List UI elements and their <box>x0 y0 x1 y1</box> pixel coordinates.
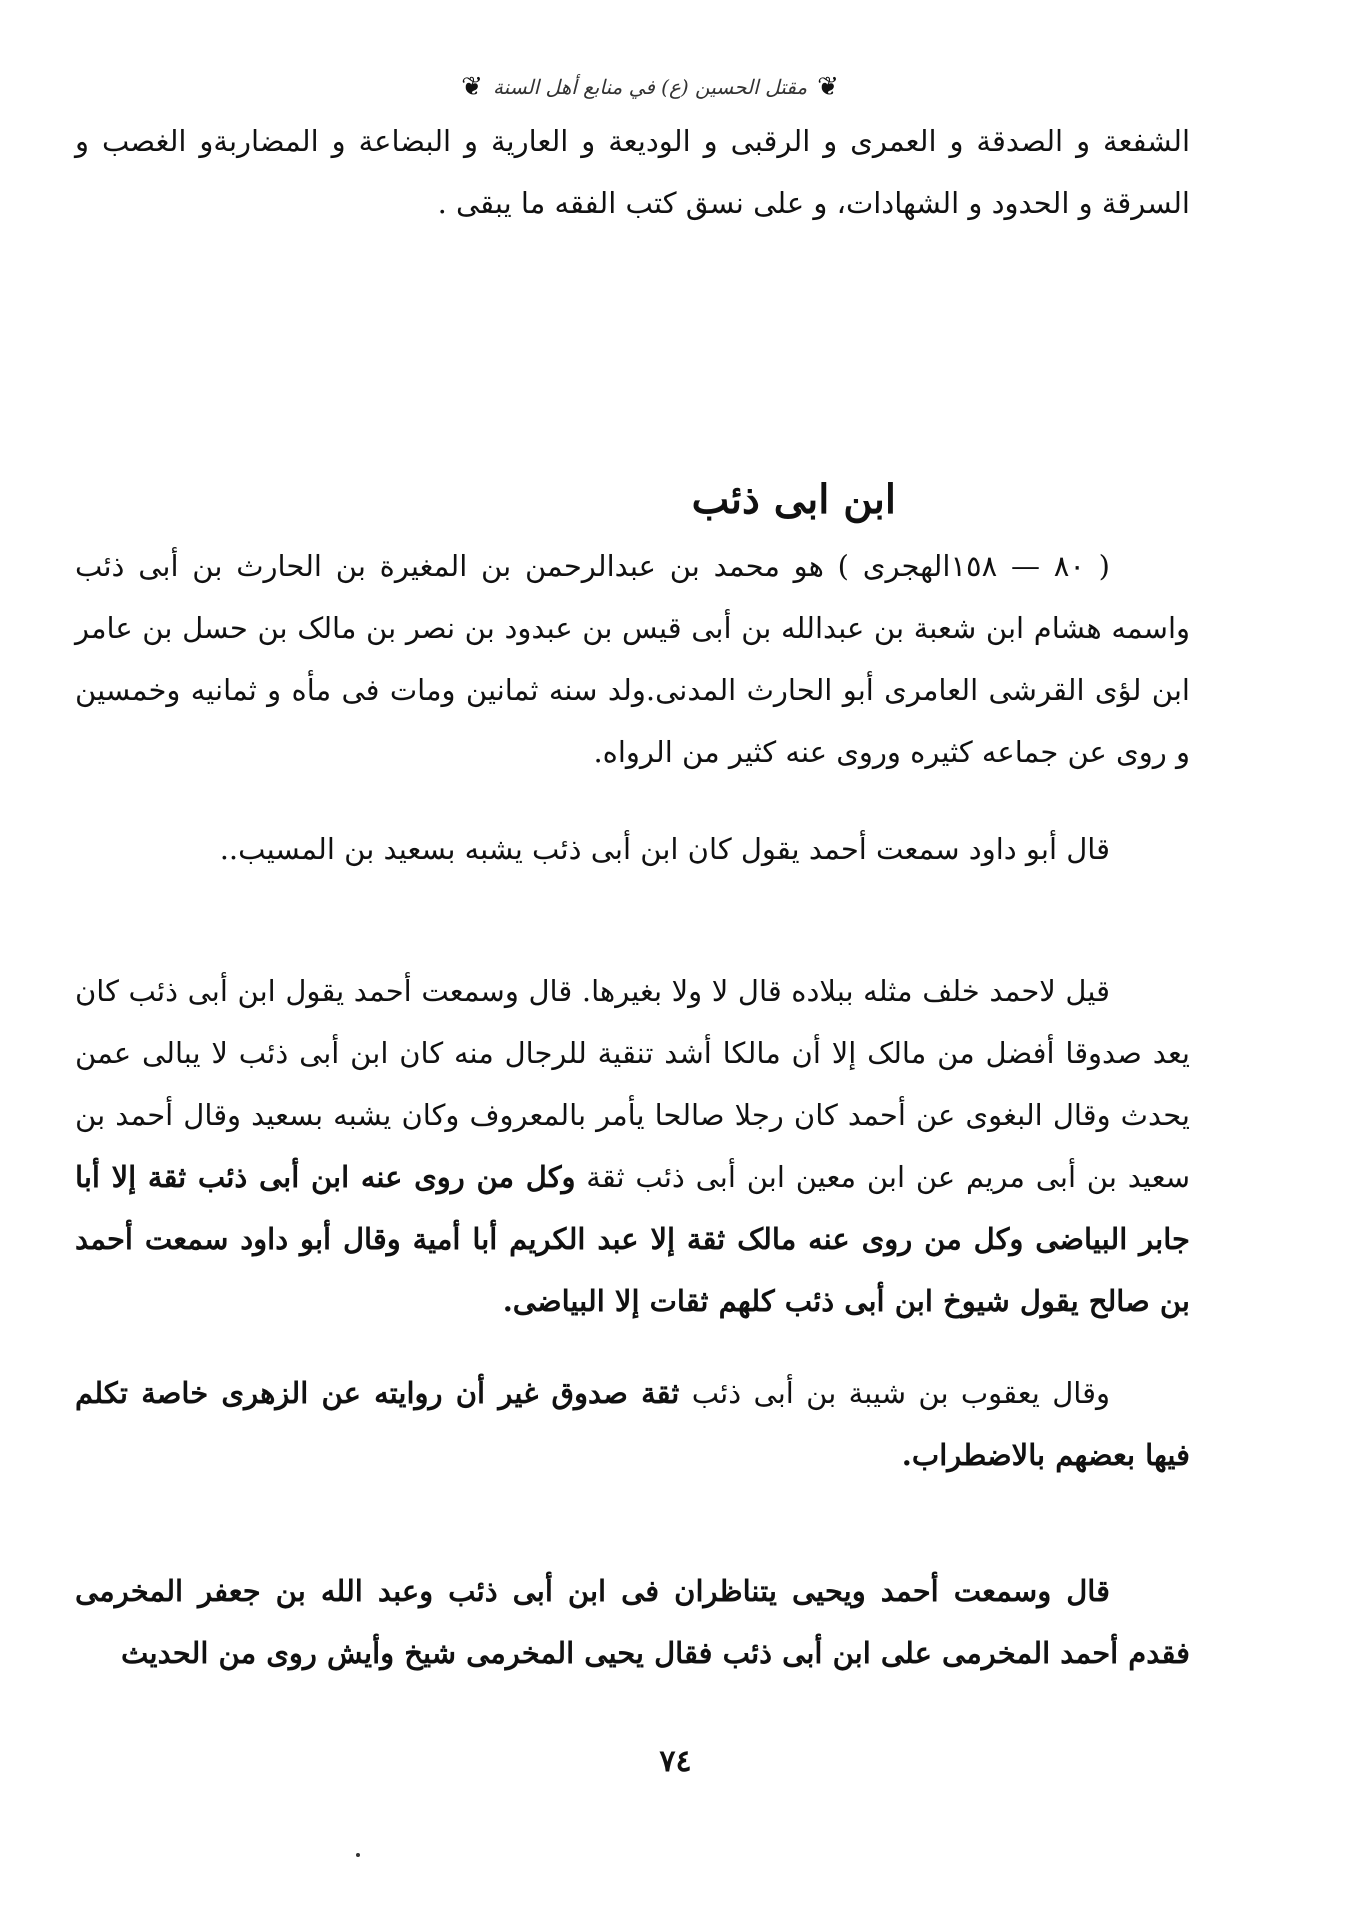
abu-dawud-paragraph: قال أبو داود سمعت أحمد يقول كان ابن أبى ذئب يشبه بسعيد بن المسيب.. <box>219 832 1110 866</box>
running-header <box>400 62 900 112</box>
page-number: ٧٤ <box>659 1744 692 1779</box>
yaqub-paragraph-normal: وقال يعقوب بن شيبة بن أبى ذئب <box>679 1376 1110 1410</box>
narrators-paragraph-normal: قيل لاحمد خلف مثله ببلاده قال لا ولا بغيرها. قال وسمعت أحمد يقول ابن أبى ذئب كان يعد صدوقا أفضل من مالک إلا أن مالكا أشد تنقية للرجال منه كان ابن أبى ذئب لا يبالى عمن يحدث وقال البغوى عن أحمد كان رجلا صالحا يأمر بالمعروف وكان يشبه بسعيد وقال أحمد بن سعيد بن أبى مريم عن ابن معين ابن أبى ذئب ثقة <box>75 974 1190 1194</box>
yaqub-paragraph-bold: ثقة صدوق غير أن روايته عن الزهرى خاصة تكلم فيها بعضهم بالاضطراب. <box>75 1376 1190 1472</box>
ornament-icon: ❦ <box>461 72 483 102</box>
ahmad-yahya-paragraph: قال وسمعت أحمد ويحيى يتناظران فى ابن أبى ذئب وعبد الله بن جعفر المخرمى فقدم أحمد المخرمى على ابن أبى ذئب فقال يحيى المخرمى شيخ وأيش روى من الحديث <box>75 1574 1190 1670</box>
scan-speck <box>356 1853 360 1857</box>
running-header-title: مقتل الحسين (ع) في منابع أهل السنة <box>492 75 808 99</box>
section-heading: ابن ابى ذئب <box>691 476 896 523</box>
yaqub-paragraph <box>75 1362 1190 1486</box>
ornament-icon: ❦ <box>817 72 839 102</box>
intro-paragraph: الشفعة و الصدقة و العمرى و الرقبى و الوديعة و العارية و البضاعة و المضاربةو الغصب و السرقة و الحدود و الشهادات، و على نسق كتب الفقه ما يبقى . <box>75 124 1190 220</box>
narrators-paragraph <box>75 960 1190 1332</box>
biography-paragraph: ( ٨٠ — ١٥٨الهجرى ) هو محمد بن عبدالرحمن بن المغيرة بن الحارث بن أبى ذئب واسمه هشام ابن شعبة بن عبدالله بن أبى قيس بن عبدود بن نصر بن مالک بن حسل بن عامر ابن لؤى القرشى العامرى أبو الحارث المدنى.ولد سنه ثمانين ومات فى مأه و ثمانيه وخمسين و روى عن جماعه كثيره وروى عنه كثير من الرواه. <box>75 549 1190 769</box>
narrators-paragraph-bold: وكل من روى عنه ابن أبى ذئب ثقة إلا أبا جابر البياضى وكل من روى عنه مالک ثقة إلا عبد الكريم أبا أمية وقال أبو داود سمعت أحمد بن صالح يقول شيوخ ابن أبى ذئب كلهم ثقات إلا البياضى. <box>75 1160 1190 1318</box>
